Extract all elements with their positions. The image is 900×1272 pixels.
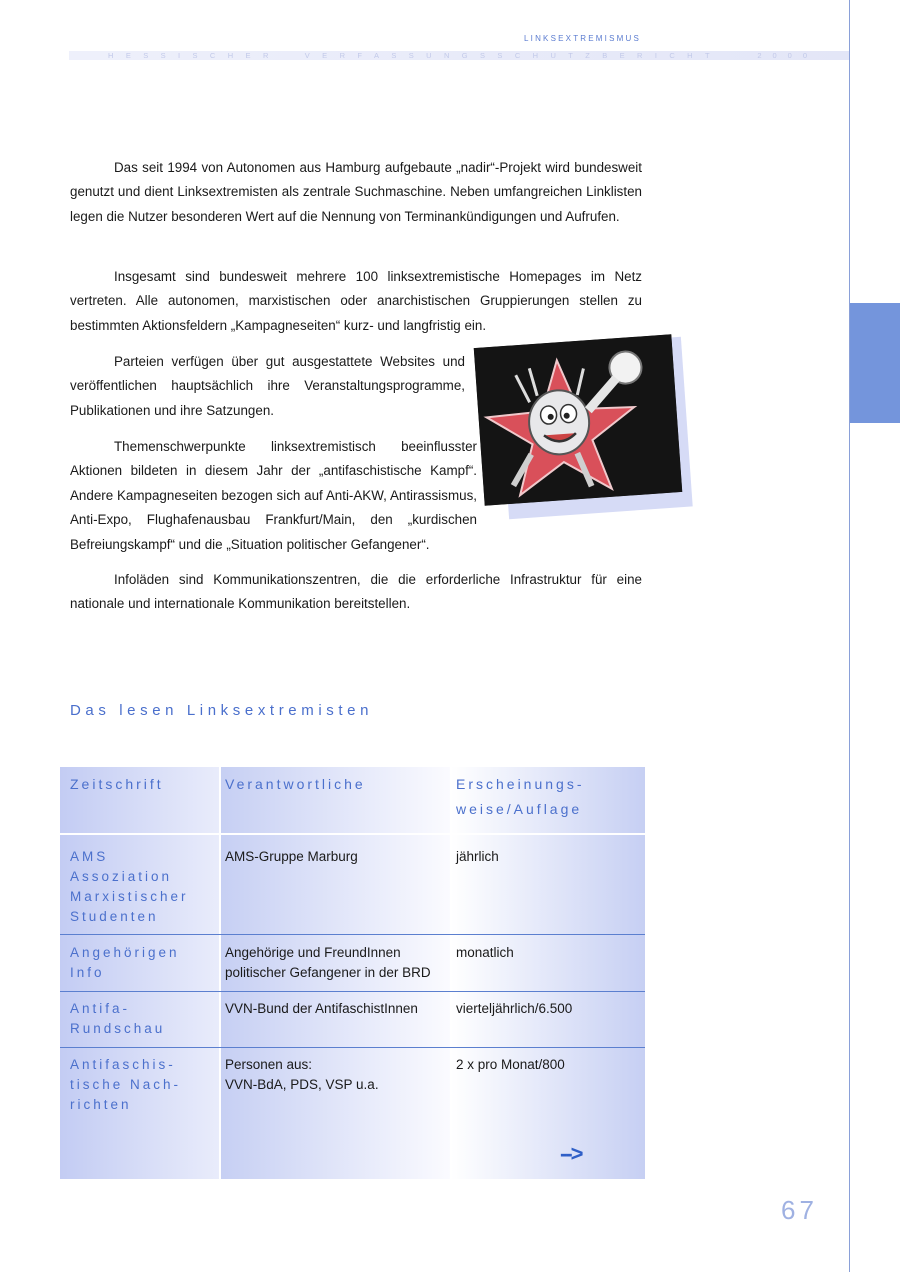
cell-line: Studenten	[70, 909, 159, 924]
paragraph-homepages: Insgesamt sind bundesweit mehrere 100 linksextremistische Homepages im Netz vertreten. Alle autonomen, marxistischen oder anarchistischen Gruppierungen stellen zu bestimmten Aktionsfeldern „Kampagneseiten“ kurz- und langfristig ein.	[70, 269, 642, 333]
cell-line: Angehörige und FreundInnen	[225, 945, 401, 960]
section-title: LINKSEXTREMISMUS	[524, 34, 641, 43]
cell-line: Personen aus:	[225, 1057, 313, 1072]
report-year: 2000	[757, 51, 818, 60]
table-header-erscheinungsweise-line1: Erscheinungs-	[456, 776, 585, 792]
cell-line: Antifaschis-	[70, 1057, 176, 1072]
table-row-1-erscheinungsweise: jährlich	[456, 849, 499, 864]
report-title-word2: VERFASSUNGSSCHUTZBERICHT	[304, 51, 722, 60]
table-row-4-verantwortliche	[225, 1055, 449, 1095]
table-header-verantwortliche: Verantwortliche	[225, 776, 366, 792]
cell-line: AMS	[70, 849, 109, 864]
table-row-1-verantwortliche	[225, 847, 449, 867]
table-row-4-erscheinungsweise: 2 x pro Monat/800	[456, 1057, 565, 1072]
table-row-3-zeitschrift	[70, 999, 218, 1039]
cell-line: Assoziation	[70, 869, 173, 884]
cell-line: Angehörigen	[70, 945, 180, 960]
table-row-1-zeitschrift	[70, 847, 218, 927]
continue-arrow-icon: -->	[560, 1141, 582, 1166]
margin-rule	[849, 0, 850, 1272]
cell-line: VVN-BdA, PDS, VSP u.a.	[225, 1077, 379, 1092]
cell-line: Marxistischer	[70, 889, 189, 904]
table-row-3-verantwortliche	[225, 999, 449, 1019]
table-heading: Das lesen Linksextremisten	[70, 702, 374, 719]
report-title-word1: HESSISCHER	[108, 51, 281, 60]
table-row-3-erscheinungsweise: vierteljährlich/6.500	[456, 1001, 573, 1016]
cell-line: Antifa-	[70, 1001, 131, 1016]
row-separator	[60, 991, 645, 992]
cell-line: Info	[70, 965, 105, 980]
paragraph-infolaeden: Infoläden sind Kommunikationszentren, die die erforderliche Infrastruktur für eine nationale und internationale Kommunikation bereitstellen.	[70, 572, 642, 612]
cell-line: VVN-Bund der AntifaschistInnen	[225, 1001, 418, 1016]
header-row-separator	[60, 833, 665, 835]
cell-line: tische Nach-	[70, 1077, 182, 1092]
table-row-4-zeitschrift	[70, 1055, 218, 1115]
paragraph-parteien: Parteien verfügen über gut ausgestattete Websites und veröffentlichen hauptsächlich ihre Veranstaltungsprogramme, Publikationen und ihre Satzungen.	[70, 354, 465, 418]
antifa-star-image	[474, 334, 683, 505]
cell-line: Rundschau	[70, 1021, 166, 1036]
table-column-erscheinung-bg	[451, 767, 645, 1179]
table-header-zeitschrift: Zeitschrift	[70, 776, 164, 792]
table-row-2-erscheinungsweise: monatlich	[456, 945, 514, 960]
paragraph-nadir: Das seit 1994 von Autonomen aus Hamburg aufgebaute „nadir“-Projekt wird bundesweit genutzt und dient Linksextremisten als zentrale Suchmaschine. Neben umfangreichen Linklisten legen die Nutzer besonderen Wert auf die Nennung von Terminankündigungen und Aufrufen.	[70, 160, 642, 224]
paragraph-themen: Themenschwerpunkte linksextremistisch beeinflusster Aktionen bildeten in diesem Jahr der „antifaschistische Kampf“. Andere Kampagneseiten bezogen sich auf Anti-AKW, Antirassismus, Anti-Expo, Flughafenausbau Frankfurt/Main, den „kurdischen Befreiungskampf“ und die „Situation politischer Gefangener“.	[70, 439, 477, 552]
column-separator	[450, 767, 452, 1179]
column-separator	[219, 767, 221, 1179]
table-row-2-verantwortliche	[225, 943, 449, 983]
chapter-tab-marker	[850, 303, 900, 423]
table-header-erscheinungsweise-line2: weise/Auflage	[456, 801, 583, 817]
star-character-icon	[474, 334, 683, 505]
paragraph-themen-wrap	[70, 435, 520, 557]
page-number: 67	[781, 1195, 818, 1225]
row-separator	[60, 934, 645, 935]
cell-line: richten	[70, 1097, 132, 1112]
cell-line: AMS-Gruppe Marburg	[225, 849, 358, 864]
cell-line: politischer Gefangener in der BRD	[225, 965, 431, 980]
table-header-erscheinungsweise	[456, 772, 585, 822]
row-separator	[60, 1047, 645, 1048]
table-row-2-zeitschrift	[70, 943, 218, 983]
report-title	[108, 51, 818, 60]
